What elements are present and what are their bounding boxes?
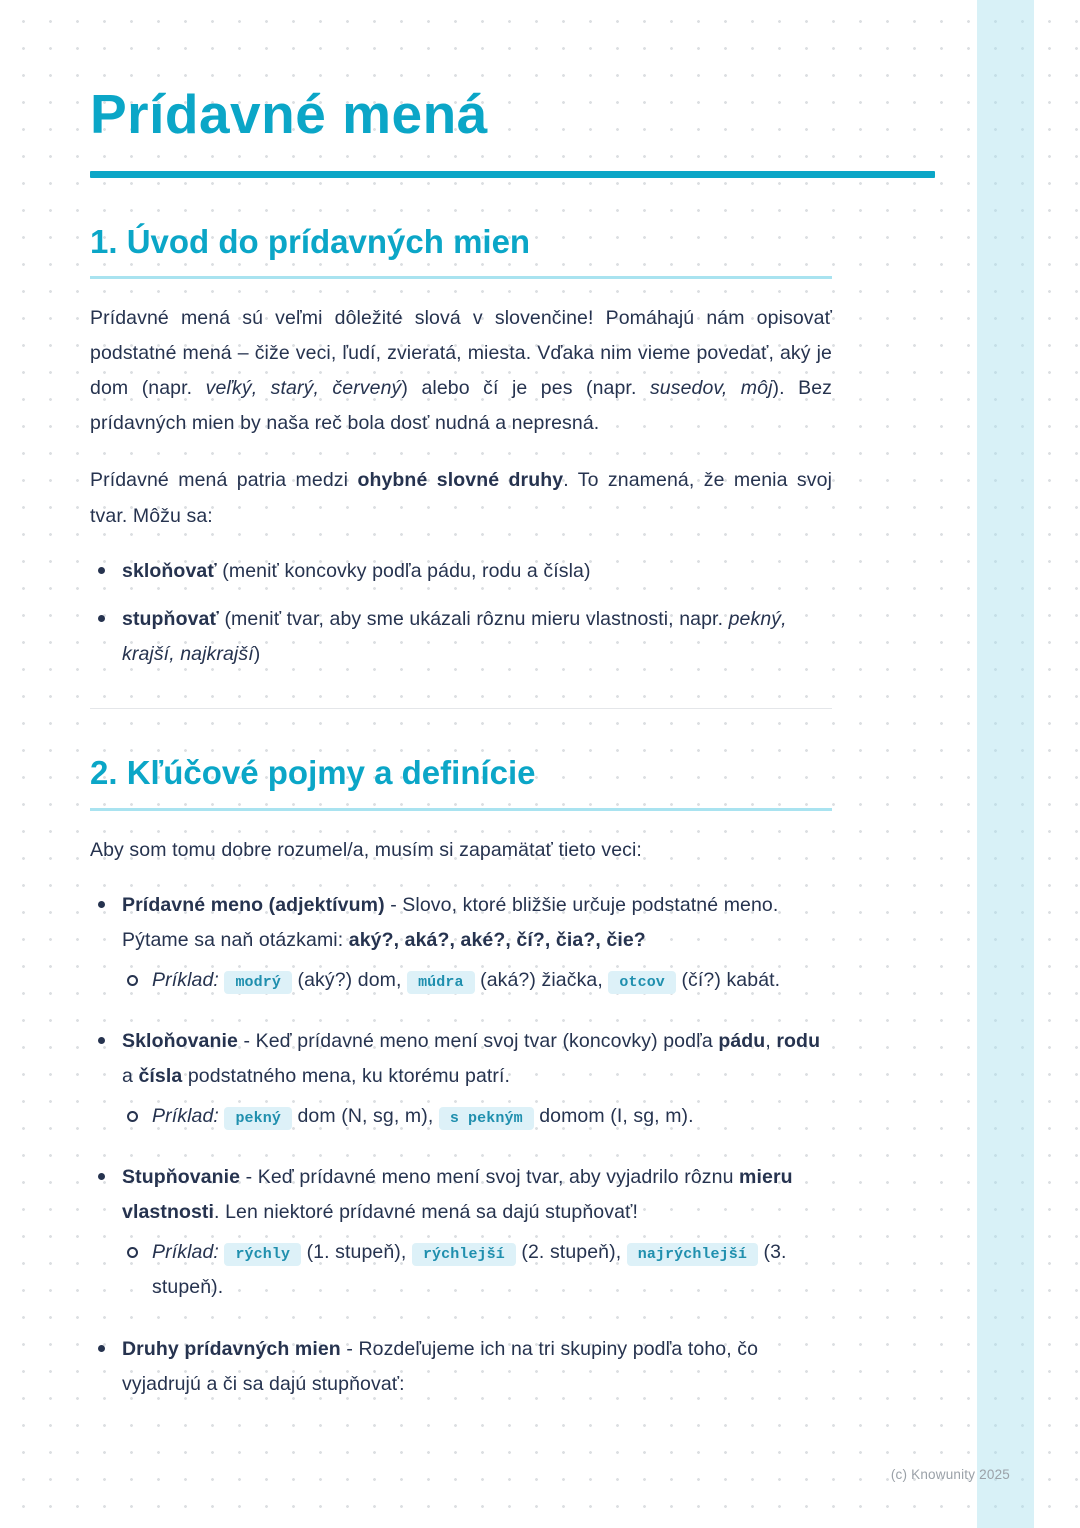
bold-text-run: mieru vlastnosti bbox=[122, 1166, 793, 1224]
code-chip: rýchly bbox=[224, 1243, 301, 1266]
text-run: - Rozdeľujeme ich na tri skupiny podľa toho, čo vyjadrujú a či sa dajú stupňovať: bbox=[122, 1337, 759, 1395]
term-definition bbox=[122, 888, 832, 958]
text-run: dom (N, sg, m), bbox=[291, 1105, 439, 1128]
text-run: (čí?) kabát. bbox=[675, 968, 781, 991]
text-run: domom (I, sg, m). bbox=[533, 1105, 694, 1128]
text-run: (meniť tvar, aby sme ukázali rôznu mieru vlastnosti, napr. bbox=[218, 607, 729, 630]
text-run: (meniť koncovky podľa pádu, rodu a čísla) bbox=[216, 559, 591, 582]
italic-text-run: veľký, starý, červený bbox=[205, 377, 402, 400]
text-run: . Len niektoré prídavné mená sa dajú stupňovať! bbox=[214, 1201, 638, 1224]
bold-text-run: Prídavné meno (adjektívum) bbox=[122, 893, 385, 916]
text-run: podstatného mena, ku ktorému patrí. bbox=[182, 1065, 511, 1087]
bold-text-run: ohybné slovné druhy bbox=[357, 469, 564, 492]
page-title: Prídavné mená bbox=[90, 83, 488, 145]
code-chip: najrýchlejší bbox=[627, 1243, 758, 1266]
text-run: . To znamená, že menia svoj tvar. Môžu sa: bbox=[90, 469, 832, 527]
terms-list bbox=[90, 888, 832, 1402]
section2-heading: 2. Kľúčové pojmy a definície bbox=[90, 753, 832, 811]
term-example bbox=[122, 1099, 832, 1134]
term-definition bbox=[122, 1332, 832, 1402]
copyright-footer: (c) Knowunity 2025 bbox=[890, 1467, 1010, 1482]
italic-text-run: susedov, môj bbox=[649, 377, 773, 400]
bold-text-run: Druhy prídavných mien bbox=[122, 1337, 341, 1360]
text-run: ) alebo čí je pes (napr. bbox=[401, 377, 650, 400]
text-run: (3. stupeň). bbox=[152, 1241, 787, 1299]
section-uvod bbox=[90, 222, 832, 672]
section1-bullet-list bbox=[90, 554, 832, 672]
term-druhy-pridavnych-mien bbox=[90, 1332, 832, 1402]
title-rule bbox=[90, 171, 935, 178]
code-chip: otcov bbox=[608, 971, 676, 994]
section1-heading: 1. Úvod do prídavných mien bbox=[90, 222, 832, 280]
term-example-list bbox=[122, 1235, 832, 1305]
code-chip: pekný bbox=[224, 1107, 292, 1130]
section1-paragraph-2 bbox=[90, 463, 832, 533]
notes-page bbox=[90, 84, 832, 1428]
text-run: , bbox=[765, 1029, 777, 1052]
text-run: - Keď prídavné meno mení svoj tvar, aby vyjadrilo rôznu bbox=[240, 1166, 740, 1189]
term-example-list bbox=[122, 963, 832, 998]
bullet-stupnovat bbox=[90, 602, 832, 672]
text-run: (2. stupeň), bbox=[515, 1241, 627, 1264]
bold-text-run: čísla bbox=[138, 1065, 183, 1087]
text-run: Prídavné mená sú veľmi dôležité slová v slovenčine! Pomáhajú nám opisovať podstatné mená – čiže veci, ľudí, zvieratá, miesta. Vďaka nim vieme povedať, aký je dom (napr. bbox=[90, 307, 832, 400]
term-stupnovanie bbox=[90, 1160, 832, 1305]
text-run: ) bbox=[253, 642, 261, 665]
code-chip: s pekným bbox=[439, 1107, 534, 1130]
italic-text-run: pekný, krajší, najkrajší bbox=[122, 607, 787, 665]
section-pojmy bbox=[90, 753, 832, 1402]
side-accent-stripe bbox=[977, 0, 1034, 1528]
text-run: a bbox=[122, 1065, 139, 1087]
term-sklonovanie bbox=[90, 1024, 832, 1134]
text-run: Prídavné mená patria medzi bbox=[90, 469, 358, 492]
bold-text-run: pádu bbox=[718, 1029, 766, 1052]
italic-text-run: Príklad: bbox=[152, 968, 219, 991]
text-run: ). Bez prídavných mien by naša reč bola dosť nudná a nepresná. bbox=[90, 377, 833, 435]
bold-text-run: rodu bbox=[776, 1029, 821, 1052]
text-run: (aká?) žiačka, bbox=[474, 968, 609, 991]
term-example bbox=[122, 963, 832, 998]
term-example-list bbox=[122, 1099, 832, 1134]
code-chip: modrý bbox=[224, 971, 292, 994]
italic-text-run: Príklad: bbox=[152, 1105, 219, 1128]
bold-text-run: Stupňovanie bbox=[122, 1166, 241, 1189]
term-example bbox=[122, 1235, 832, 1305]
bold-text-run: skloňovať bbox=[122, 559, 217, 582]
section-divider bbox=[90, 708, 832, 709]
bold-text-run: aký?, aká?, aké?, čí?, čia?, čie? bbox=[348, 928, 646, 951]
text-run: - Slovo, ktoré bližšie určuje podstatné meno. Pýtame sa naň otázkami: bbox=[122, 893, 779, 951]
text-run: (1. stupeň), bbox=[301, 1241, 412, 1264]
text-run: (aký?) dom, bbox=[291, 968, 408, 991]
bold-text-run: Skloňovanie bbox=[122, 1029, 238, 1052]
bullet-sklonovat bbox=[90, 554, 832, 589]
section1-paragraph-1 bbox=[90, 301, 832, 441]
term-pridavne-meno bbox=[90, 888, 832, 998]
text-run: - Keď prídavné meno mení svoj tvar (koncovky) podľa bbox=[237, 1029, 719, 1052]
term-definition bbox=[122, 1024, 832, 1094]
code-chip: múdra bbox=[407, 971, 475, 994]
section2-intro: Aby som tomu dobre rozumel/a, musím si zapamätať tieto veci: bbox=[90, 838, 642, 861]
code-chip: rýchlejší bbox=[412, 1243, 516, 1266]
bold-text-run: stupňovať bbox=[122, 607, 219, 630]
term-definition bbox=[122, 1160, 832, 1230]
italic-text-run: Príklad: bbox=[152, 1241, 219, 1264]
